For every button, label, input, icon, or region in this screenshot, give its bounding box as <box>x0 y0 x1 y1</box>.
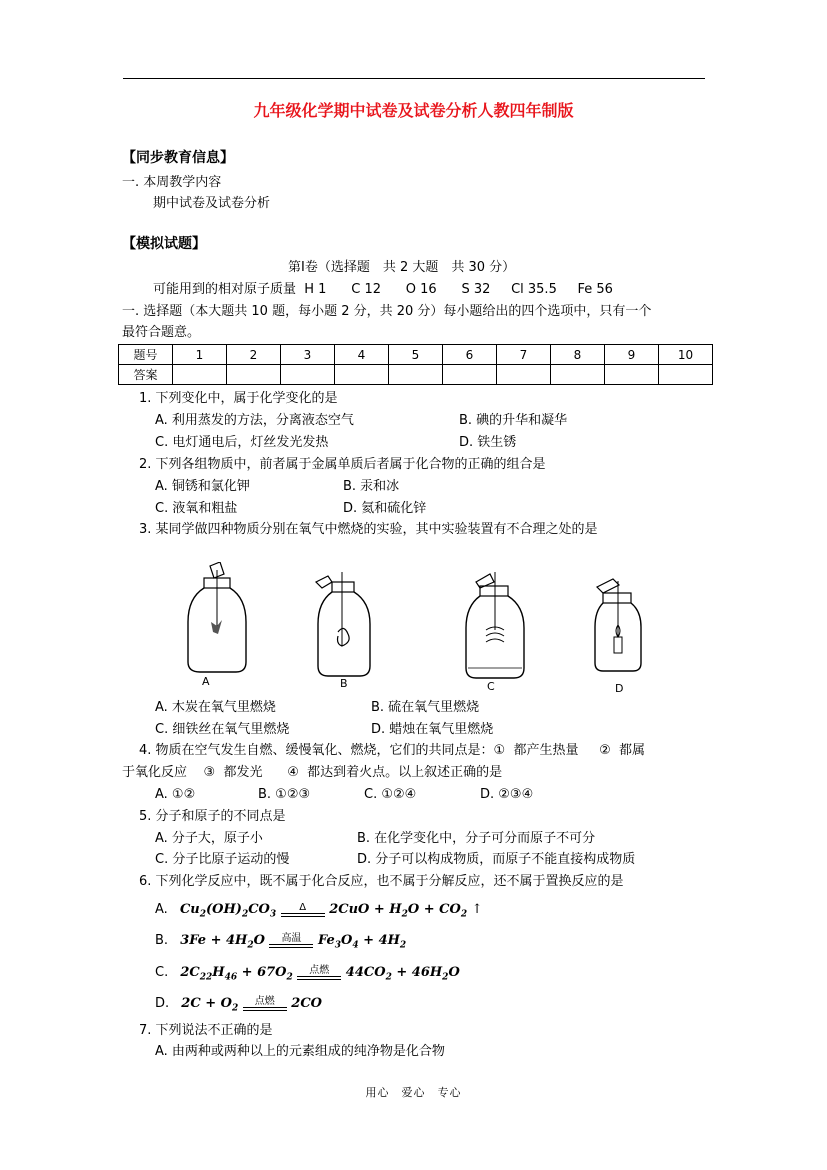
q6-option-a-label: A. <box>155 902 168 917</box>
q6-option-b-label: B. <box>155 933 169 948</box>
section-heading-mock: 【模拟试题】 <box>122 236 206 252</box>
table-cell-number: 6 <box>443 345 497 365</box>
q1-option-a: A. 利用蒸发的方法，分离液态空气 <box>155 413 354 428</box>
answer-cell[interactable] <box>497 365 551 385</box>
answer-cell[interactable] <box>443 365 497 385</box>
q4-option-d: D. ②③④ <box>480 787 534 802</box>
table-cell-number: 9 <box>605 345 659 365</box>
answer-table <box>118 344 713 385</box>
answer-cell[interactable] <box>173 365 227 385</box>
answer-cell[interactable] <box>335 365 389 385</box>
table-cell-number: 5 <box>389 345 443 365</box>
q6-stem: 6. 下列化学反应中，既不属于化合反应，也不属于分解反应，还不属于置换反应的是 <box>139 874 624 889</box>
q3-option-b: B. 硫在氧气里燃烧 <box>371 700 480 715</box>
q2-option-d: D. 氦和硫化锌 <box>343 501 427 516</box>
reaction-condition-d: 点燃 <box>243 996 287 1011</box>
q2-option-a: A. 铜锈和氯化钾 <box>155 479 250 494</box>
q3-option-d: D. 蜡烛在氧气里燃烧 <box>371 722 494 737</box>
q4-stem-line2: 于氧化反应 ③ 都发光 ④ 都达到着火点。以上叙述正确的是 <box>122 765 503 780</box>
document-title: 九年级化学期中试卷及试卷分析人教四年制版 <box>253 101 574 120</box>
table-cell-number: 7 <box>497 345 551 365</box>
apparatus-d-figure <box>593 577 643 677</box>
q6-equation-a: $Cu_2(OH)_2CO_3$ Δ $2CuO + H_2O + CO_2$ ↑ <box>179 902 483 920</box>
answer-table-header-row <box>119 345 713 365</box>
q6-equation-b: $3Fe + 4H_2O$ 高温 $Fe_3O_4 + 4H_2$ <box>180 933 407 951</box>
answer-cell[interactable] <box>551 365 605 385</box>
table-label-answer: 答案 <box>119 365 173 385</box>
figure-label-d: D <box>615 682 624 695</box>
reaction-condition-b: 高温 <box>269 933 313 948</box>
table-cell-number: 8 <box>551 345 605 365</box>
table-label-number: 题号 <box>119 345 173 365</box>
instructions-line2: 最符合题意。 <box>122 325 201 340</box>
atomic-mass-line: 可能用到的相对原子质量 H 1 C 12 O 16 S 32 Cl 35.5 Fe 56 <box>153 282 613 297</box>
q6-option-c <box>155 965 460 983</box>
q1-stem: 1. 下列变化中，属于化学变化的是 <box>139 391 338 406</box>
q2-option-b: B. 汞和冰 <box>343 479 400 494</box>
table-cell-number: 10 <box>659 345 713 365</box>
q1-option-b: B. 碘的升华和凝华 <box>459 413 568 428</box>
reaction-condition-c: 点燃 <box>297 965 341 980</box>
paper-header: 第Ⅰ卷（选择题 共 2 大题 共 30 分） <box>288 260 516 275</box>
answer-table-answer-row <box>119 365 713 385</box>
q3-stem: 3. 某同学做四种物质分别在氧气中燃烧的实验，其中实验装置有不合理之处的是 <box>139 522 598 537</box>
q4-option-b: B. ①②③ <box>258 787 311 802</box>
q4-option-a: A. ①② <box>155 787 196 802</box>
answer-cell[interactable] <box>659 365 713 385</box>
page-footer: 用心 爱心 专心 <box>365 1086 462 1099</box>
weekly-content: 期中试卷及试卷分析 <box>153 196 271 211</box>
q3-option-a: A. 木炭在氧气里燃烧 <box>155 700 276 715</box>
apparatus-b-figure <box>312 572 382 684</box>
q6-option-c-label: C. <box>155 965 169 980</box>
q6-option-d <box>155 996 322 1014</box>
header-rule <box>123 78 705 79</box>
q1-option-c: C. 电灯通电后，灯丝发光发热 <box>155 435 329 450</box>
q5-option-d: D. 分子可以构成物质，而原子不能直接构成物质 <box>357 852 636 867</box>
answer-cell[interactable] <box>227 365 281 385</box>
q4-option-c: C. ①②④ <box>364 787 417 802</box>
figure-label-b: B <box>340 677 348 690</box>
apparatus-a-figure <box>180 562 260 682</box>
q6-option-d-label: D. <box>155 996 170 1011</box>
table-cell-number: 2 <box>227 345 281 365</box>
q3-option-c: C. 细铁丝在氧气里燃烧 <box>155 722 290 737</box>
apparatus-c-figure <box>462 572 528 684</box>
q6-equation-d: $2C + O_2$ 点燃 2CO <box>181 996 323 1014</box>
q2-stem: 2. 下列各组物质中，前者属于金属单质后者属于化合物的正确的组合是 <box>139 457 546 472</box>
q5-option-b: B. 在化学变化中，分子可分而原子不可分 <box>357 831 596 846</box>
section-heading-info: 【同步教育信息】 <box>122 150 234 166</box>
q7-option-a: A. 由两种或两种以上的元素组成的纯净物是化合物 <box>155 1044 445 1059</box>
answer-cell[interactable] <box>605 365 659 385</box>
q5-stem: 5. 分子和原子的不同点是 <box>139 809 286 824</box>
q6-equation-c: $2C_{22}H_{46} + 67O_2$ 点燃 $44CO_2 + 46H_2O$ <box>180 965 460 983</box>
answer-cell[interactable] <box>281 365 335 385</box>
table-cell-number: 3 <box>281 345 335 365</box>
q6-option-a <box>155 902 483 920</box>
answer-cell[interactable] <box>389 365 443 385</box>
instructions-line1: 一. 选择题（本大题共 10 题，每小题 2 分，共 20 分）每小题给出的四个选项中，只有一个 <box>122 304 652 319</box>
q1-option-d: D. 铁生锈 <box>459 435 517 450</box>
reaction-condition-a: Δ <box>281 902 325 917</box>
weekly-content-label: 一. 本周教学内容 <box>122 175 222 190</box>
table-cell-number: 4 <box>335 345 389 365</box>
q2-option-c: C. 液氧和粗盐 <box>155 501 238 516</box>
figure-label-a: A <box>202 675 210 688</box>
table-cell-number: 1 <box>173 345 227 365</box>
q7-stem: 7. 下列说法不正确的是 <box>139 1023 273 1038</box>
q5-option-a: A. 分子大，原子小 <box>155 831 263 846</box>
figure-label-c: C <box>487 680 495 693</box>
q5-option-c: C. 分子比原子运动的慢 <box>155 852 290 867</box>
q4-stem-line1: 4. 物质在空气发生自燃、缓慢氧化、燃烧，它们的共同点是：① 都产生热量 ② 都属 <box>139 743 646 758</box>
q6-option-b <box>155 933 406 951</box>
